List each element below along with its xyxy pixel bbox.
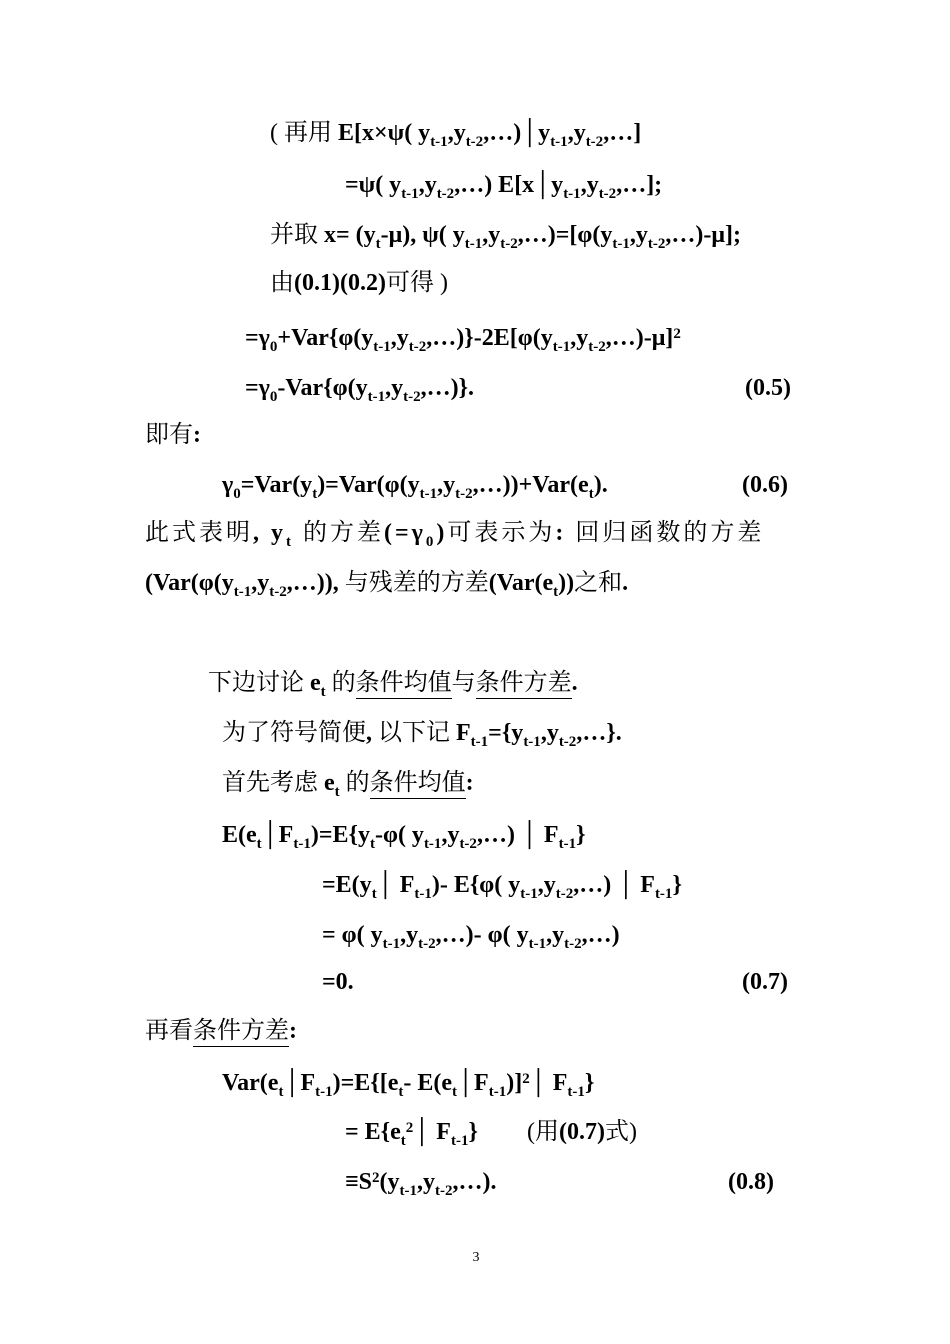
equation-number: (0.6) [742,472,788,498]
text-line-7: 即有: [145,422,201,448]
text-line-9: 此式表明, $y_t$ 的方差$(=\gamma_0)$可表示为: 回归函数的方差 [145,520,765,550]
formula-line-3: 并取 $x= (y_t-\mu)$, ψ( $y_{t-1},y_{t-2},\dots)=[\varphi(y_{t-1},y_{t-2},\dots)-\mu]$; [270,222,741,252]
equation-number: (0.7) [742,969,788,995]
text-line-13: 首先考虑 $e_t$ 的条件均值: [222,770,474,800]
annotation-text: (用(0.7)式) [527,1119,637,1145]
formula-line-8: $\gamma_0=Var(y_t)=Var(\varphi(y_{t-1},y_{t-2},\dots))+Var(e_t)$. [222,472,608,502]
text-line-18: 再看条件方差: [145,1016,297,1046]
formula-line-1: ( 再用 E[x×ψ( $y_{t-1},y_{t-2},\dots)│y_{t-1},y_{t-2},\dots$] [270,120,642,150]
formula-line-19: $Var(e_t│F_{t-1})=E\{[e_t-$ $E(e_t│F_{t-1})]^2│$ $F_{t-1}$} [222,1070,595,1100]
formula-line-6: $=\gamma_0-Var\{\varphi(y_{t-1},y_{t-2},\dots)\}$. [245,375,475,405]
text-line-12: 为了符号简便, 以下记 $F_{t-1}=\{y_{t-1},y_{t-2},\dots\}$. [222,720,622,750]
formula-line-17: =0. [322,969,354,995]
formula-line-2: =ψ( $y_{t-1},y_{t-2},\dots$) $E[x│y_{t-1},y_{t-2},\dots]$; [345,172,663,202]
text-line-10: ($Var(\varphi(y_{t-1},y_{t-2},\dots))$, 与残差的方差$(Var(e_t))$之和. [145,570,629,600]
formula-line-16: = φ( $y_{t-1},y_{t-2},\dots)-$ φ( $y_{t-1},y_{t-2},\dots$) [322,922,620,952]
formula-line-14: $E(e_t│F_{t-1})=E\{y_t-\varphi$( $y_{t-1},y_{t-2},\dots$) │ $F_{t-1}$} [222,822,586,852]
page-number: 3 [472,1250,480,1265]
formula-line-21: $\equiv S^2(y_{t-1},y_{t-2},\dots)$. [345,1169,497,1199]
text-line-11: 下边讨论 $e_t$ 的条件均值与条件方差. [208,670,578,700]
equation-number: (0.5) [745,375,791,401]
formula-line-5: $=\gamma_0+Var\{\varphi(y_{t-1},y_{t-2},\dots)\}-2E[\varphi(y_{t-1},y_{t-2},\dots)-\mu]^2$ [245,325,681,355]
formula-line-4: 由(0.1)(0.2)可得 ) [270,270,448,296]
formula-line-20: = $E\{e_t^2│$ $F_{t-1}$} [345,1119,478,1149]
formula-line-15: $=E(y_t│$ $F_{t-1})-$ E{φ( $y_{t-1},y_{t-2},\dots$) │ $F_{t-1}$} [322,872,682,902]
equation-number: (0.8) [728,1169,774,1195]
